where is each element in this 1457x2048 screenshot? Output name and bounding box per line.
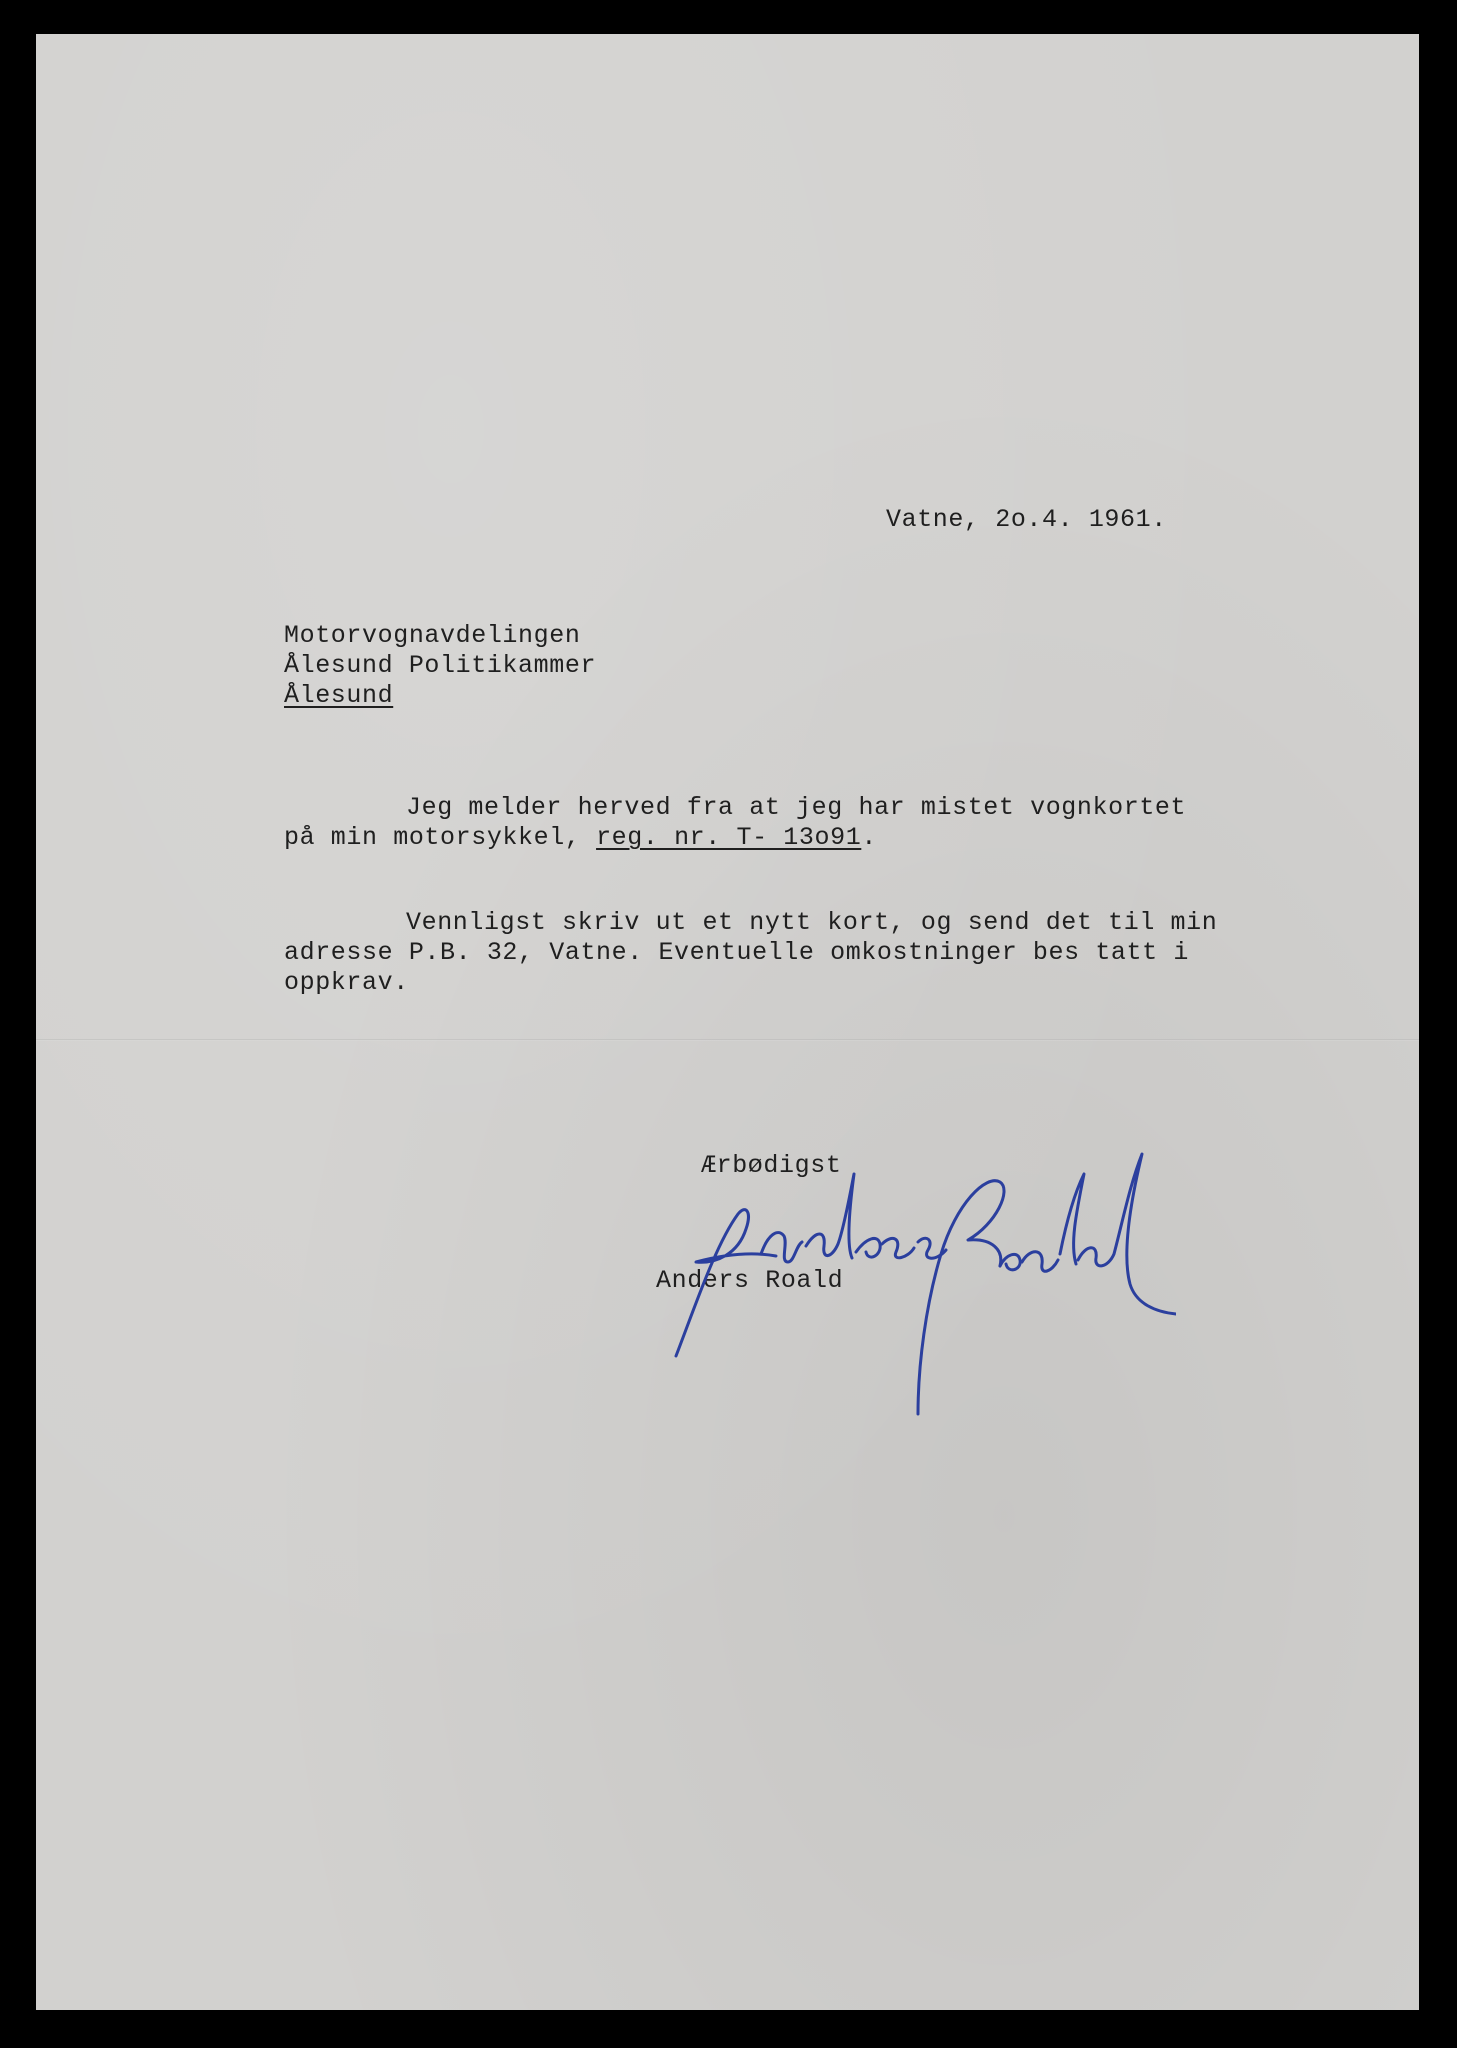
closing-salutation: Ærbødigst	[701, 1151, 842, 1180]
date-line: Vatne, 2o.4. 1961.	[886, 505, 1167, 534]
paragraph2-line-2: adresse P.B. 32, Vatne. Eventuelle omkostninger bes tatt i	[284, 938, 1189, 967]
registration-number: reg. nr. T- 13o91	[596, 823, 862, 852]
letter-page	[36, 34, 1419, 2010]
paragraph1-line-2	[284, 821, 877, 854]
handwritten-signature	[656, 1134, 1176, 1434]
paragraph1-line-1: Jeg melder herved fra at jeg har mistet vognkortet	[406, 793, 1187, 822]
paragraph1-suffix: .	[861, 823, 877, 852]
paragraph2-line-3: oppkrav.	[284, 968, 409, 997]
recipient-line-1: Motorvognavdelingen	[284, 621, 581, 650]
recipient-line-2: Ålesund Politikammer	[284, 651, 597, 680]
paragraph2-line-1: Vennligst skriv ut et nytt kort, og send det til min	[406, 908, 1218, 937]
recipient-line-3: Ålesund	[284, 681, 394, 710]
typed-name: Anders Roald	[656, 1266, 844, 1295]
fold-line	[36, 1039, 1419, 1041]
paragraph1-prefix: på min motorsykkel,	[284, 823, 597, 852]
